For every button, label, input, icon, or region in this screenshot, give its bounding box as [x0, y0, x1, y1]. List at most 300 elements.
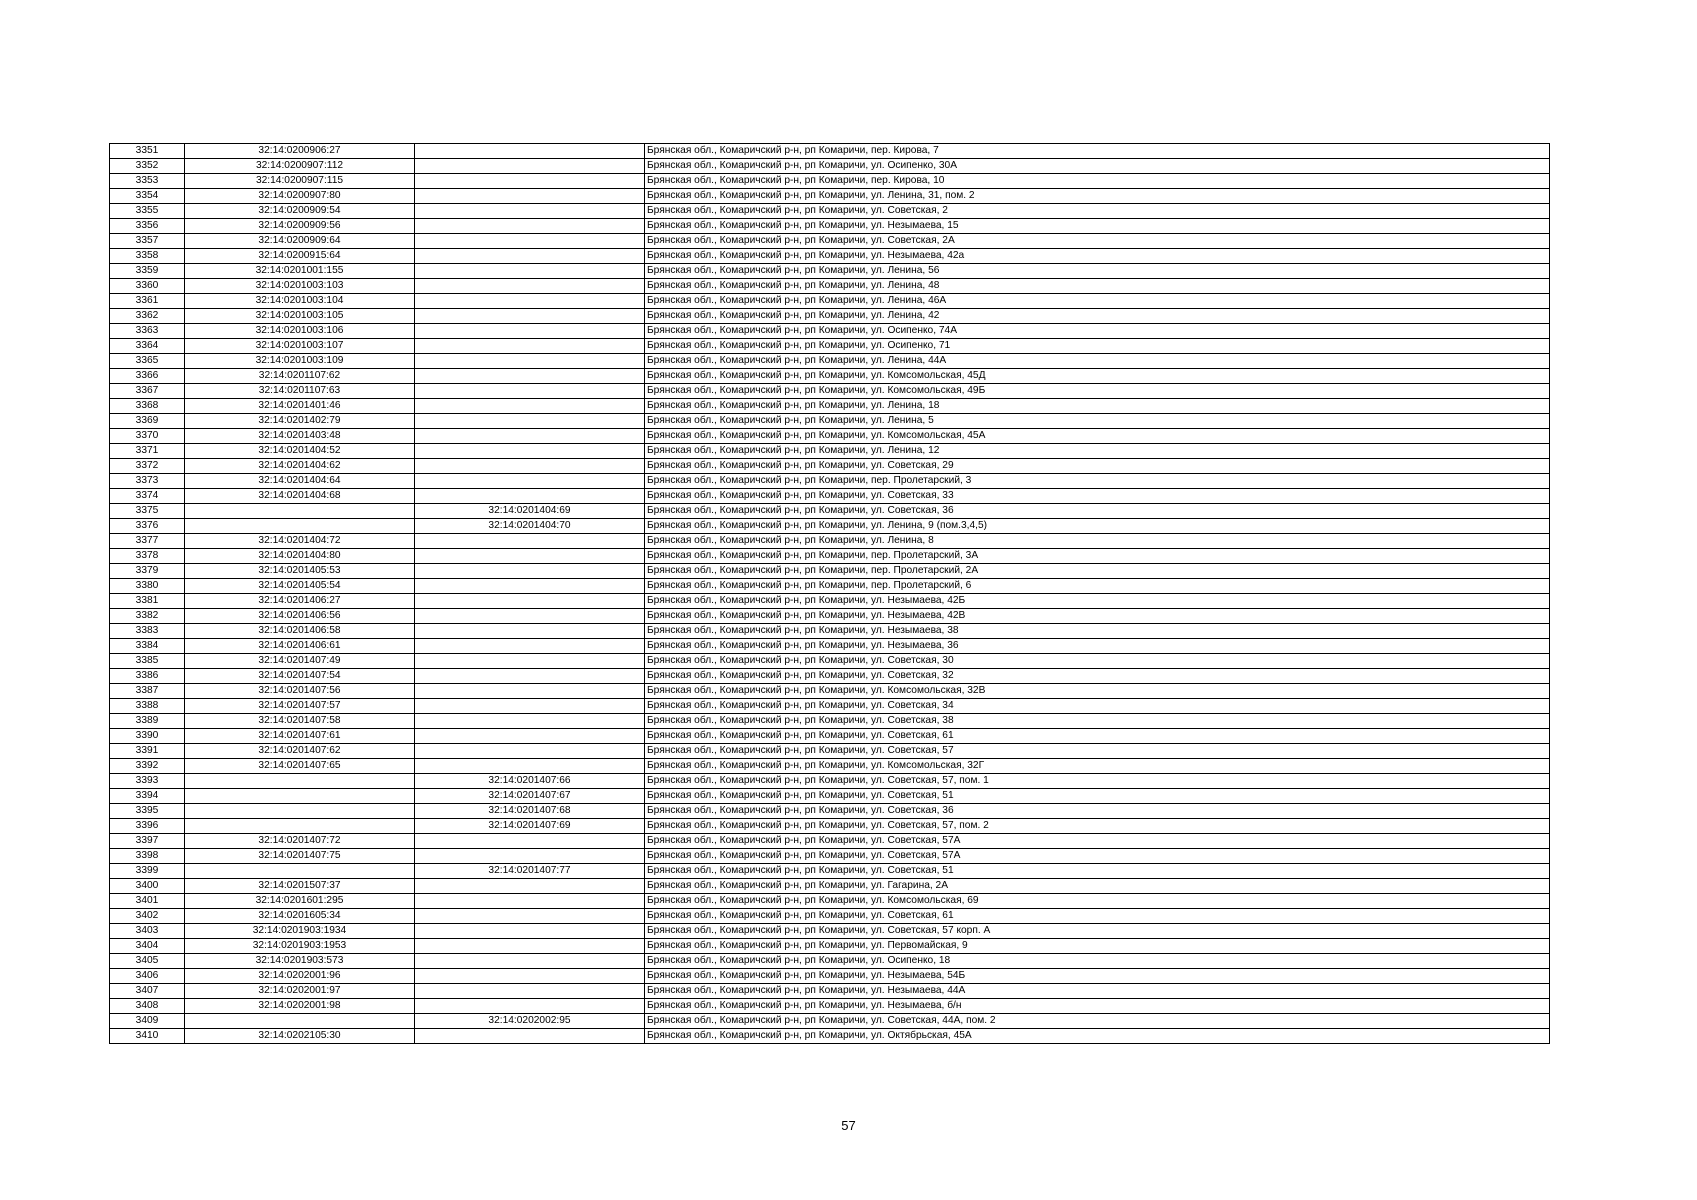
address-cell: Брянская обл., Комаричский р-н, рп Комаричи, ул. Советская, 33 [645, 489, 1550, 504]
cadastral-number-alt-cell [415, 369, 645, 384]
cadastral-number-alt-cell [415, 909, 645, 924]
address-cell: Брянская обл., Комаричский р-н, рп Комаричи, ул. Ленина, 31, пом. 2 [645, 189, 1550, 204]
table-row [110, 999, 1550, 1014]
address-cell: Брянская обл., Комаричский р-н, рп Комаричи, ул. Осипенко, 71 [645, 339, 1550, 354]
row-number-cell: 3400 [110, 879, 185, 894]
row-number-cell: 3352 [110, 159, 185, 174]
cadastral-number-cell: 32:14:0201407:75 [185, 849, 415, 864]
row-number-cell: 3404 [110, 939, 185, 954]
row-number-cell: 3384 [110, 639, 185, 654]
table-row [110, 924, 1550, 939]
table-row [110, 759, 1550, 774]
cadastral-number-cell: 32:14:0201107:63 [185, 384, 415, 399]
table-row [110, 309, 1550, 324]
table-row [110, 654, 1550, 669]
cadastral-number-cell: 32:14:0202001:98 [185, 999, 415, 1014]
cadastral-number-alt-cell [415, 624, 645, 639]
table-row [110, 729, 1550, 744]
cadastral-number-alt-cell [415, 534, 645, 549]
cadastral-number-cell: 32:14:0201407:54 [185, 669, 415, 684]
table-row [110, 804, 1550, 819]
cadastral-number-alt-cell [415, 639, 645, 654]
address-cell: Брянская обл., Комаричский р-н, рп Комаричи, ул. Советская, 29 [645, 459, 1550, 474]
cadastral-number-cell: 32:14:0200907:112 [185, 159, 415, 174]
cadastral-number-cell: 32:14:0201406:27 [185, 594, 415, 609]
address-cell: Брянская обл., Комаричский р-н, рп Комаричи, ул. Гагарина, 2А [645, 879, 1550, 894]
row-number-cell: 3369 [110, 414, 185, 429]
cadastral-number-alt-cell: 32:14:0202002:95 [415, 1014, 645, 1029]
address-cell: Брянская обл., Комаричский р-н, рп Комаричи, ул. Ленина, 44А [645, 354, 1550, 369]
cadastral-number-cell: 32:14:0201407:65 [185, 759, 415, 774]
row-number-cell: 3383 [110, 624, 185, 639]
cadastral-number-alt-cell [415, 654, 645, 669]
address-cell: Брянская обл., Комаричский р-н, рп Комаричи, ул. Ленина, 8 [645, 534, 1550, 549]
cadastral-number-cell: 32:14:0200909:56 [185, 219, 415, 234]
address-cell: Брянская обл., Комаричский р-н, рп Комаричи, ул. Комсомольская, 69 [645, 894, 1550, 909]
address-cell: Брянская обл., Комаричский р-н, рп Комаричи, ул. Советская, 36 [645, 504, 1550, 519]
cadastral-number-alt-cell [415, 609, 645, 624]
cadastral-number-cell: 32:14:0201405:54 [185, 579, 415, 594]
row-number-cell: 3382 [110, 609, 185, 624]
cadastral-number-cell: 32:14:0201507:37 [185, 879, 415, 894]
row-number-cell: 3358 [110, 249, 185, 264]
cadastral-number-cell: 32:14:0201003:105 [185, 309, 415, 324]
cadastral-number-alt-cell [415, 999, 645, 1014]
table-row [110, 744, 1550, 759]
row-number-cell: 3386 [110, 669, 185, 684]
address-cell: Брянская обл., Комаричский р-н, рп Комаричи, ул. Советская, 30 [645, 654, 1550, 669]
table-row [110, 414, 1550, 429]
address-cell: Брянская обл., Комаричский р-н, рп Комаричи, ул. Незымаева, 54Б [645, 969, 1550, 984]
cadastral-number-cell: 32:14:0201406:58 [185, 624, 415, 639]
address-cell: Брянская обл., Комаричский р-н, рп Комаричи, ул. Советская, 51 [645, 864, 1550, 879]
row-number-cell: 3353 [110, 174, 185, 189]
cadastral-number-cell: 32:14:0201605:34 [185, 909, 415, 924]
address-cell: Брянская обл., Комаричский р-н, рп Комаричи, ул. Комсомольская, 45А [645, 429, 1550, 444]
cadastral-number-cell [185, 789, 415, 804]
cadastral-number-cell: 32:14:0201404:68 [185, 489, 415, 504]
cadastral-number-alt-cell: 32:14:0201404:69 [415, 504, 645, 519]
cadastral-number-cell: 32:14:0201003:109 [185, 354, 415, 369]
table-row [110, 714, 1550, 729]
row-number-cell: 3359 [110, 264, 185, 279]
table-row [110, 849, 1550, 864]
cadastral-number-cell [185, 774, 415, 789]
cadastral-number-cell: 32:14:0200906:27 [185, 144, 415, 159]
table-row [110, 834, 1550, 849]
row-number-cell: 3378 [110, 549, 185, 564]
address-cell: Брянская обл., Комаричский р-н, рп Комаричи, ул. Осипенко, 74А [645, 324, 1550, 339]
address-cell: Брянская обл., Комаричский р-н, рп Комаричи, ул. Советская, 34 [645, 699, 1550, 714]
cadastral-number-alt-cell [415, 249, 645, 264]
address-cell: Брянская обл., Комаричский р-н, рп Комаричи, ул. Советская, 57, пом. 2 [645, 819, 1550, 834]
cadastral-number-cell: 32:14:0202105:30 [185, 1029, 415, 1044]
cadastral-number-cell: 32:14:0200907:80 [185, 189, 415, 204]
cadastral-number-cell: 32:14:0201407:58 [185, 714, 415, 729]
row-number-cell: 3410 [110, 1029, 185, 1044]
registry-table [109, 143, 1550, 1044]
row-number-cell: 3393 [110, 774, 185, 789]
cadastral-number-cell: 32:14:0201403:48 [185, 429, 415, 444]
address-cell: Брянская обл., Комаричский р-н, рп Комаричи, ул. Ленина, 56 [645, 264, 1550, 279]
cadastral-number-alt-cell [415, 729, 645, 744]
table-row [110, 984, 1550, 999]
row-number-cell: 3390 [110, 729, 185, 744]
table-row [110, 219, 1550, 234]
address-cell: Брянская обл., Комаричский р-н, рп Комаричи, ул. Советская, 57, пом. 1 [645, 774, 1550, 789]
cadastral-number-alt-cell [415, 969, 645, 984]
row-number-cell: 3396 [110, 819, 185, 834]
row-number-cell: 3403 [110, 924, 185, 939]
cadastral-number-cell: 32:14:0201003:104 [185, 294, 415, 309]
address-cell: Брянская обл., Комаричский р-н, рп Комаричи, ул. Советская, 61 [645, 909, 1550, 924]
cadastral-number-alt-cell: 32:14:0201404:70 [415, 519, 645, 534]
cadastral-number-alt-cell [415, 324, 645, 339]
address-cell: Брянская обл., Комаричский р-н, рп Комаричи, ул. Ленина, 46А [645, 294, 1550, 309]
row-number-cell: 3357 [110, 234, 185, 249]
cadastral-number-alt-cell [415, 954, 645, 969]
address-cell: Брянская обл., Комаричский р-н, рп Комаричи, ул. Комсомольская, 49Б [645, 384, 1550, 399]
row-number-cell: 3388 [110, 699, 185, 714]
address-cell: Брянская обл., Комаричский р-н, рп Комаричи, ул. Советская, 57А [645, 849, 1550, 864]
address-cell: Брянская обл., Комаричский р-н, рп Комаричи, ул. Ленина, 48 [645, 279, 1550, 294]
cadastral-number-cell: 32:14:0201405:53 [185, 564, 415, 579]
cadastral-number-alt-cell [415, 1029, 645, 1044]
table-row [110, 819, 1550, 834]
table-row [110, 504, 1550, 519]
cadastral-number-cell: 32:14:0201107:62 [185, 369, 415, 384]
cadastral-number-cell: 32:14:0201407:72 [185, 834, 415, 849]
cadastral-number-cell: 32:14:0200909:54 [185, 204, 415, 219]
cadastral-number-cell: 32:14:0201601:295 [185, 894, 415, 909]
cadastral-number-alt-cell [415, 714, 645, 729]
row-number-cell: 3408 [110, 999, 185, 1014]
cadastral-number-cell: 32:14:0201003:107 [185, 339, 415, 354]
table-row [110, 939, 1550, 954]
table-row [110, 354, 1550, 369]
cadastral-number-cell [185, 504, 415, 519]
cadastral-number-cell [185, 864, 415, 879]
row-number-cell: 3399 [110, 864, 185, 879]
address-cell: Брянская обл., Комаричский р-н, рп Комаричи, пер. Пролетарский, 3 [645, 474, 1550, 489]
cadastral-number-cell: 32:14:0201404:62 [185, 459, 415, 474]
table-row [110, 534, 1550, 549]
row-number-cell: 3370 [110, 429, 185, 444]
table-row [110, 879, 1550, 894]
row-number-cell: 3391 [110, 744, 185, 759]
address-cell: Брянская обл., Комаричский р-н, рп Комаричи, ул. Ленина, 18 [645, 399, 1550, 414]
cadastral-number-cell: 32:14:0201407:56 [185, 684, 415, 699]
table-row [110, 699, 1550, 714]
table-row [110, 474, 1550, 489]
cadastral-number-cell: 32:14:0201404:64 [185, 474, 415, 489]
cadastral-number-cell: 32:14:0201407:62 [185, 744, 415, 759]
cadastral-number-alt-cell: 32:14:0201407:69 [415, 819, 645, 834]
cadastral-number-alt-cell [415, 834, 645, 849]
cadastral-number-alt-cell [415, 564, 645, 579]
address-cell: Брянская обл., Комаричский р-н, рп Комаричи, ул. Комсомольская, 32Г [645, 759, 1550, 774]
table-row [110, 1014, 1550, 1029]
table-row [110, 159, 1550, 174]
cadastral-number-alt-cell [415, 744, 645, 759]
row-number-cell: 3381 [110, 594, 185, 609]
cadastral-number-cell [185, 519, 415, 534]
cadastral-number-alt-cell [415, 669, 645, 684]
cadastral-number-cell: 32:14:0201003:106 [185, 324, 415, 339]
address-cell: Брянская обл., Комаричский р-н, рп Комаричи, ул. Советская, 2 [645, 204, 1550, 219]
table-row [110, 489, 1550, 504]
address-cell: Брянская обл., Комаричский р-н, рп Комаричи, ул. Советская, 61 [645, 729, 1550, 744]
table-row [110, 954, 1550, 969]
address-cell: Брянская обл., Комаричский р-н, рп Комаричи, ул. Советская, 57А [645, 834, 1550, 849]
table-row [110, 609, 1550, 624]
address-cell: Брянская обл., Комаричский р-н, рп Комаричи, пер. Пролетарский, 6 [645, 579, 1550, 594]
cadastral-number-alt-cell [415, 474, 645, 489]
cadastral-number-alt-cell [415, 204, 645, 219]
row-number-cell: 3377 [110, 534, 185, 549]
table-row [110, 624, 1550, 639]
cadastral-number-cell: 32:14:0200907:115 [185, 174, 415, 189]
row-number-cell: 3409 [110, 1014, 185, 1029]
cadastral-number-alt-cell [415, 264, 645, 279]
cadastral-number-alt-cell [415, 294, 645, 309]
cadastral-number-alt-cell [415, 594, 645, 609]
row-number-cell: 3351 [110, 144, 185, 159]
row-number-cell: 3368 [110, 399, 185, 414]
table-row [110, 174, 1550, 189]
table-row [110, 264, 1550, 279]
cadastral-number-alt-cell: 32:14:0201407:67 [415, 789, 645, 804]
row-number-cell: 3376 [110, 519, 185, 534]
cadastral-number-alt-cell [415, 759, 645, 774]
table-row [110, 579, 1550, 594]
cadastral-number-alt-cell [415, 849, 645, 864]
cadastral-number-alt-cell [415, 189, 645, 204]
address-cell: Брянская обл., Комаричский р-н, рп Комаричи, ул. Незымаева, 38 [645, 624, 1550, 639]
cadastral-number-alt-cell [415, 684, 645, 699]
address-cell: Брянская обл., Комаричский р-н, рп Комаричи, ул. Осипенко, 18 [645, 954, 1550, 969]
cadastral-number-cell: 32:14:0201003:103 [185, 279, 415, 294]
table-row [110, 894, 1550, 909]
cadastral-number-cell [185, 819, 415, 834]
cadastral-number-cell: 32:14:0201404:52 [185, 444, 415, 459]
table-row [110, 324, 1550, 339]
row-number-cell: 3389 [110, 714, 185, 729]
row-number-cell: 3356 [110, 219, 185, 234]
table-row [110, 909, 1550, 924]
page-number: 57 [841, 1118, 856, 1133]
cadastral-number-alt-cell [415, 159, 645, 174]
address-cell: Брянская обл., Комаричский р-н, рп Комаричи, ул. Незымаева, 42В [645, 609, 1550, 624]
address-cell: Брянская обл., Комаричский р-н, рп Комаричи, ул. Ленина, 5 [645, 414, 1550, 429]
table-row [110, 1029, 1550, 1044]
cadastral-number-alt-cell [415, 459, 645, 474]
address-cell: Брянская обл., Комаричский р-н, рп Комаричи, ул. Незымаева, 15 [645, 219, 1550, 234]
cadastral-number-alt-cell [415, 414, 645, 429]
cadastral-number-cell: 32:14:0201407:61 [185, 729, 415, 744]
row-number-cell: 3373 [110, 474, 185, 489]
table-row [110, 339, 1550, 354]
address-cell: Брянская обл., Комаричский р-н, рп Комаричи, ул. Осипенко, 30А [645, 159, 1550, 174]
table-row [110, 249, 1550, 264]
row-number-cell: 3401 [110, 894, 185, 909]
row-number-cell: 3407 [110, 984, 185, 999]
row-number-cell: 3366 [110, 369, 185, 384]
cadastral-number-alt-cell [415, 354, 645, 369]
table-row [110, 234, 1550, 249]
row-number-cell: 3405 [110, 954, 185, 969]
row-number-cell: 3392 [110, 759, 185, 774]
address-cell: Брянская обл., Комаричский р-н, рп Комаричи, ул. Советская, 32 [645, 669, 1550, 684]
cadastral-number-alt-cell [415, 339, 645, 354]
address-cell: Брянская обл., Комаричский р-н, рп Комаричи, ул. Советская, 38 [645, 714, 1550, 729]
table-row [110, 399, 1550, 414]
cadastral-number-alt-cell [415, 219, 645, 234]
address-cell: Брянская обл., Комаричский р-н, рп Комаричи, ул. Незымаева, 36 [645, 639, 1550, 654]
table-row [110, 144, 1550, 159]
table-row [110, 564, 1550, 579]
row-number-cell: 3364 [110, 339, 185, 354]
cadastral-number-cell: 32:14:0202001:97 [185, 984, 415, 999]
address-cell: Брянская обл., Комаричский р-н, рп Комаричи, ул. Ленина, 42 [645, 309, 1550, 324]
cadastral-number-alt-cell [415, 984, 645, 999]
address-cell: Брянская обл., Комаричский р-н, рп Комаричи, пер. Кирова, 10 [645, 174, 1550, 189]
row-number-cell: 3379 [110, 564, 185, 579]
cadastral-number-alt-cell [415, 444, 645, 459]
cadastral-number-cell: 32:14:0201406:56 [185, 609, 415, 624]
row-number-cell: 3395 [110, 804, 185, 819]
row-number-cell: 3363 [110, 324, 185, 339]
address-cell: Брянская обл., Комаричский р-н, рп Комаричи, ул. Незымаева, б/н [645, 999, 1550, 1014]
table-row [110, 459, 1550, 474]
row-number-cell: 3402 [110, 909, 185, 924]
table-row [110, 294, 1550, 309]
table-row [110, 969, 1550, 984]
table-row [110, 774, 1550, 789]
row-number-cell: 3372 [110, 459, 185, 474]
table-row [110, 369, 1550, 384]
cadastral-number-cell: 32:14:0201407:57 [185, 699, 415, 714]
row-number-cell: 3387 [110, 684, 185, 699]
cadastral-number-cell: 32:14:0201903:573 [185, 954, 415, 969]
table-row [110, 429, 1550, 444]
cadastral-number-cell: 32:14:0201903:1953 [185, 939, 415, 954]
address-cell: Брянская обл., Комаричский р-н, рп Комаричи, ул. Незымаева, 42а [645, 249, 1550, 264]
cadastral-number-cell: 32:14:0201407:49 [185, 654, 415, 669]
address-cell: Брянская обл., Комаричский р-н, рп Комаричи, ул. Комсомольская, 45Д [645, 369, 1550, 384]
cadastral-number-cell: 32:14:0201404:80 [185, 549, 415, 564]
row-number-cell: 3385 [110, 654, 185, 669]
cadastral-number-alt-cell [415, 879, 645, 894]
cadastral-number-alt-cell [415, 279, 645, 294]
cadastral-number-cell: 32:14:0202001:96 [185, 969, 415, 984]
cadastral-number-alt-cell [415, 399, 645, 414]
cadastral-number-alt-cell [415, 429, 645, 444]
cadastral-number-alt-cell [415, 384, 645, 399]
address-cell: Брянская обл., Комаричский р-н, рп Комаричи, ул. Советская, 57 корп. А [645, 924, 1550, 939]
address-cell: Брянская обл., Комаричский р-н, рп Комаричи, ул. Советская, 51 [645, 789, 1550, 804]
row-number-cell: 3362 [110, 309, 185, 324]
cadastral-number-alt-cell [415, 924, 645, 939]
cadastral-number-cell: 32:14:0201406:61 [185, 639, 415, 654]
table-row [110, 204, 1550, 219]
address-cell: Брянская обл., Комаричский р-н, рп Комаричи, пер. Пролетарский, 3А [645, 549, 1550, 564]
row-number-cell: 3374 [110, 489, 185, 504]
cadastral-number-cell: 32:14:0201402:79 [185, 414, 415, 429]
cadastral-number-alt-cell: 32:14:0201407:77 [415, 864, 645, 879]
cadastral-number-cell [185, 1014, 415, 1029]
table-row [110, 384, 1550, 399]
row-number-cell: 3398 [110, 849, 185, 864]
table-row [110, 684, 1550, 699]
cadastral-number-alt-cell [415, 144, 645, 159]
address-cell: Брянская обл., Комаричский р-н, рп Комаричи, ул. Советская, 44А, пом. 2 [645, 1014, 1550, 1029]
row-number-cell: 3394 [110, 789, 185, 804]
cadastral-number-cell [185, 804, 415, 819]
row-number-cell: 3406 [110, 969, 185, 984]
cadastral-number-alt-cell [415, 579, 645, 594]
cadastral-number-cell: 32:14:0201903:1934 [185, 924, 415, 939]
table-row [110, 864, 1550, 879]
cadastral-number-alt-cell [415, 894, 645, 909]
row-number-cell: 3355 [110, 204, 185, 219]
address-cell: Брянская обл., Комаричский р-н, рп Комаричи, ул. Комсомольская, 32В [645, 684, 1550, 699]
cadastral-number-alt-cell: 32:14:0201407:66 [415, 774, 645, 789]
table-body [110, 144, 1550, 1044]
address-cell: Брянская обл., Комаричский р-н, рп Комаричи, ул. Октябрьская, 45А [645, 1029, 1550, 1044]
cadastral-number-cell: 32:14:0201404:72 [185, 534, 415, 549]
row-number-cell: 3375 [110, 504, 185, 519]
table-row [110, 519, 1550, 534]
table-row [110, 444, 1550, 459]
row-number-cell: 3365 [110, 354, 185, 369]
address-cell: Брянская обл., Комаричский р-н, рп Комаричи, пер. Кирова, 7 [645, 144, 1550, 159]
cadastral-number-alt-cell [415, 699, 645, 714]
cadastral-number-alt-cell [415, 549, 645, 564]
table-row [110, 279, 1550, 294]
cadastral-number-alt-cell [415, 939, 645, 954]
address-cell: Брянская обл., Комаричский р-н, рп Комаричи, пер. Пролетарский, 2А [645, 564, 1550, 579]
address-cell: Брянская обл., Комаричский р-н, рп Комаричи, ул. Незымаева, 42Б [645, 594, 1550, 609]
row-number-cell: 3371 [110, 444, 185, 459]
address-cell: Брянская обл., Комаричский р-н, рп Комаричи, ул. Советская, 36 [645, 804, 1550, 819]
row-number-cell: 3361 [110, 294, 185, 309]
table-row [110, 789, 1550, 804]
table-row [110, 549, 1550, 564]
row-number-cell: 3354 [110, 189, 185, 204]
cadastral-number-alt-cell [415, 234, 645, 249]
address-cell: Брянская обл., Комаричский р-н, рп Комаричи, ул. Советская, 2А [645, 234, 1550, 249]
cadastral-number-alt-cell [415, 309, 645, 324]
address-cell: Брянская обл., Комаричский р-н, рп Комаричи, ул. Ленина, 12 [645, 444, 1550, 459]
table-row [110, 669, 1550, 684]
cadastral-number-alt-cell [415, 489, 645, 504]
cadastral-number-cell: 32:14:0200909:64 [185, 234, 415, 249]
cadastral-number-cell: 32:14:0201001:155 [185, 264, 415, 279]
cadastral-number-alt-cell: 32:14:0201407:68 [415, 804, 645, 819]
cadastral-number-alt-cell [415, 174, 645, 189]
address-cell: Брянская обл., Комаричский р-н, рп Комаричи, ул. Первомайская, 9 [645, 939, 1550, 954]
table-row [110, 189, 1550, 204]
address-cell: Брянская обл., Комаричский р-н, рп Комаричи, ул. Незымаева, 44А [645, 984, 1550, 999]
address-cell: Брянская обл., Комаричский р-н, рп Комаричи, ул. Советская, 57 [645, 744, 1550, 759]
cadastral-number-cell: 32:14:0200915:64 [185, 249, 415, 264]
table-row [110, 639, 1550, 654]
address-cell: Брянская обл., Комаричский р-н, рп Комаричи, ул. Ленина, 9 (пом.3,4,5) [645, 519, 1550, 534]
row-number-cell: 3397 [110, 834, 185, 849]
row-number-cell: 3367 [110, 384, 185, 399]
cadastral-number-cell: 32:14:0201401:46 [185, 399, 415, 414]
